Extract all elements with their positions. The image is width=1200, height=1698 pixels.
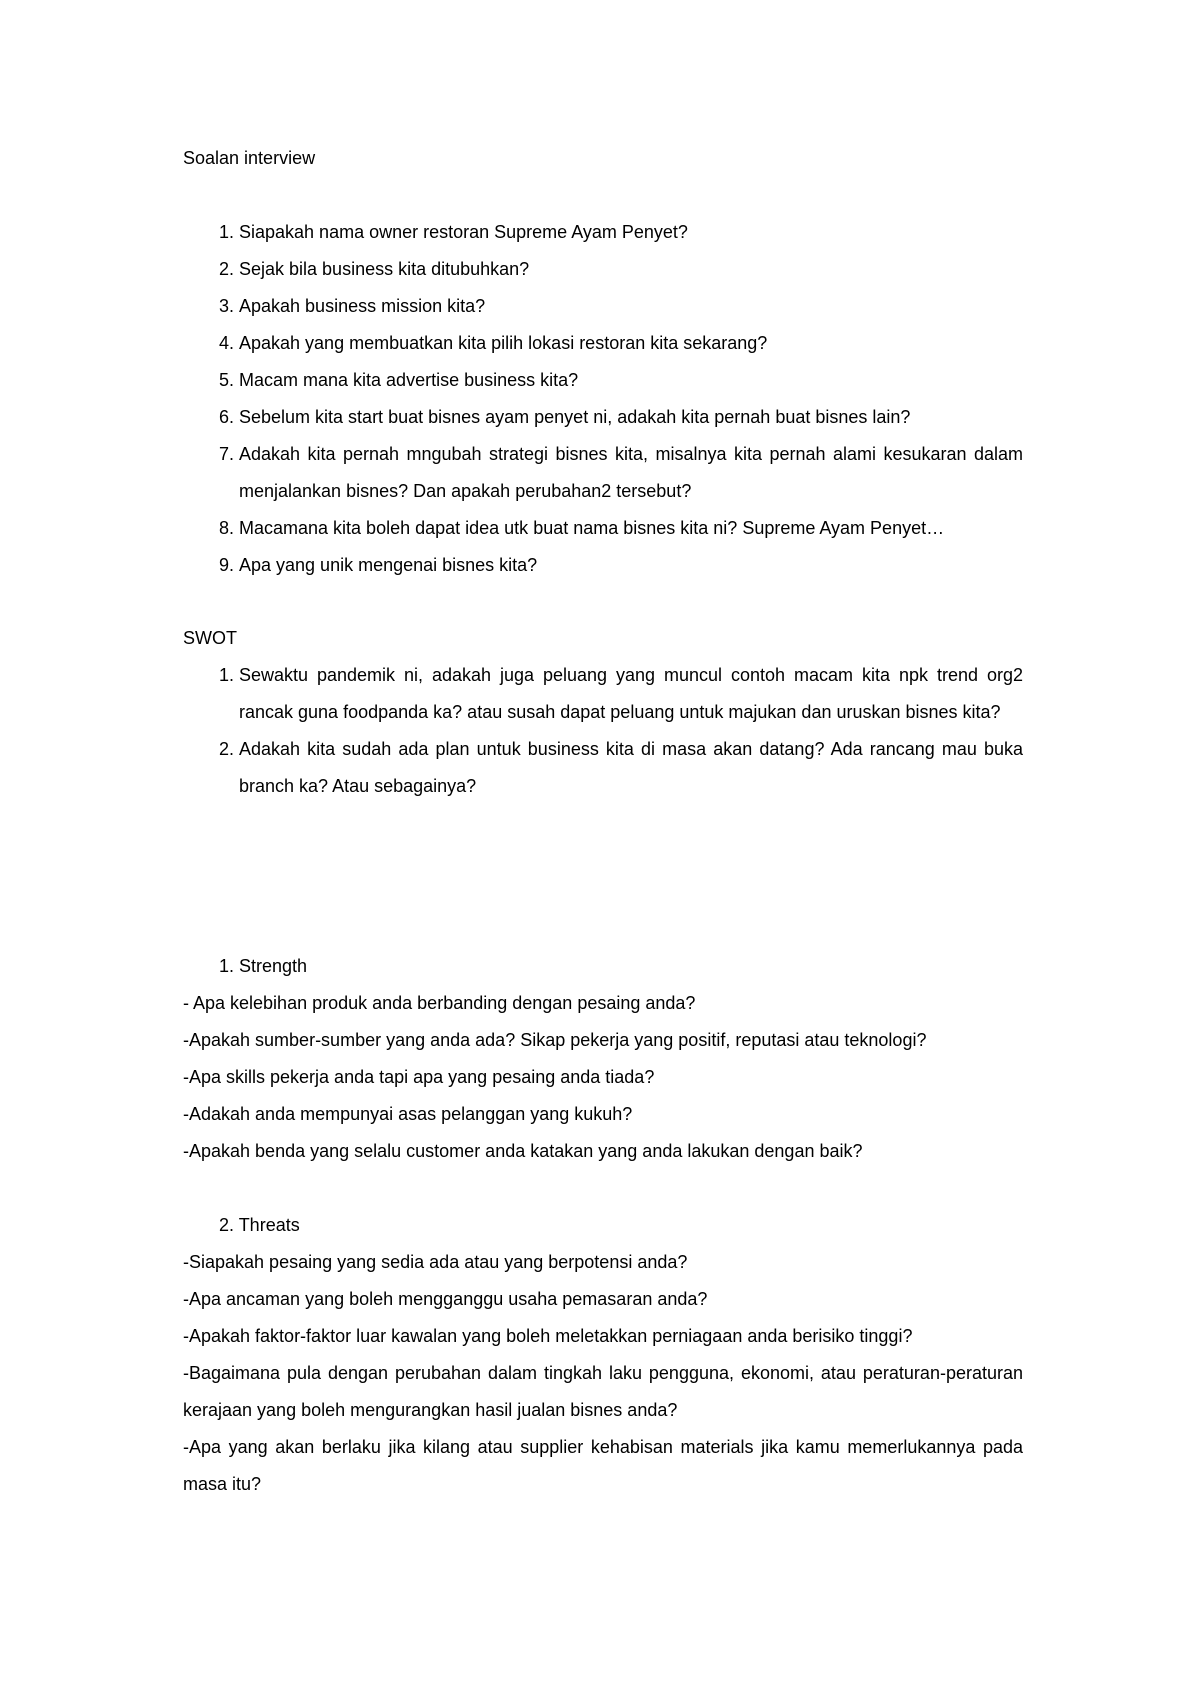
item-number: 6. <box>219 407 235 427</box>
list-item <box>183 510 1023 547</box>
list-item: -Apa yang akan berlaku jika kilang atau supplier kehabisan materials jika kamu memerlukannya pada masa itu? <box>183 1437 1023 1494</box>
list-item <box>183 325 1023 362</box>
list-item: -Apakah benda yang selalu customer anda katakan yang anda lakukan dengan baik? <box>183 1141 863 1161</box>
list-item: -Apakah sumber-sumber yang anda ada? Sikap pekerja yang positif, reputasi atau teknologi? <box>183 1030 927 1050</box>
item-number: 9. <box>219 555 235 575</box>
item-number: 1. <box>219 222 235 242</box>
item-text: Macam mana kita advertise business kita? <box>239 370 579 390</box>
swot-questions-list <box>183 657 1023 805</box>
list-item: -Adakah anda mempunyai asas pelanggan yang kukuh? <box>183 1104 633 1124</box>
item-text: Apakah yang membuatkan kita pilih lokasi restoran kita sekarang? <box>239 333 768 353</box>
item-text: Siapakah nama owner restoran Supreme Ayam Penyet? <box>239 222 688 242</box>
list-item: -Apakah faktor-faktor luar kawalan yang boleh meletakkan perniagaan anda berisiko tinggi? <box>183 1326 913 1346</box>
item-text: Sebelum kita start buat bisnes ayam penyet ni, adakah kita pernah buat bisnes lain? <box>239 407 911 427</box>
list-item <box>183 436 1023 510</box>
swot-heading: SWOT <box>183 628 237 648</box>
list-item <box>183 251 1023 288</box>
item-number: 2. <box>219 739 235 759</box>
list-item <box>183 214 1023 251</box>
list-item: -Apa skills pekerja anda tapi apa yang pesaing anda tiada? <box>183 1067 655 1087</box>
item-text: Macamana kita boleh dapat idea utk buat nama bisnes kita ni? Supreme Ayam Penyet… <box>239 518 945 538</box>
strength-heading: 1. Strength <box>219 956 308 976</box>
item-text: Sejak bila business kita ditubuhkan? <box>239 259 530 279</box>
interview-questions-list <box>183 214 1023 584</box>
item-text: Sewaktu pandemik ni, adakah juga peluang yang muncul contoh macam kita npk trend org2 rancak guna foodpanda ka? atau susah dapat peluang untuk majukan dan uruskan bisnes kita? <box>239 665 1023 722</box>
list-item <box>183 731 1023 805</box>
document-title: Soalan interview <box>183 148 316 168</box>
strength-items-list <box>183 985 1023 1170</box>
item-number: 3. <box>219 296 235 316</box>
list-item <box>183 399 1023 436</box>
item-text: Apakah business mission kita? <box>239 296 486 316</box>
item-number: 5. <box>219 370 235 390</box>
list-item: -Apa ancaman yang boleh mengganggu usaha pemasaran anda? <box>183 1289 708 1309</box>
list-item: -Siapakah pesaing yang sedia ada atau yang berpotensi anda? <box>183 1252 688 1272</box>
item-number: 1. <box>219 665 235 685</box>
item-number: 2. <box>219 259 235 279</box>
item-number: 8. <box>219 518 235 538</box>
item-text: Adakah kita sudah ada plan untuk business kita di masa akan datang? Ada rancang mau buka branch ka? Atau sebagainya? <box>239 739 1023 796</box>
list-item <box>183 657 1023 731</box>
threats-items-list <box>183 1244 1023 1503</box>
threats-heading: 2. Threats <box>219 1215 300 1235</box>
list-item <box>183 288 1023 325</box>
item-text: Apa yang unik mengenai bisnes kita? <box>239 555 538 575</box>
list-item <box>183 362 1023 399</box>
list-item: -Bagaimana pula dengan perubahan dalam tingkah laku pengguna, ekonomi, atau peraturan-peraturan kerajaan yang boleh mengurangkan hasil jualan bisnes anda? <box>183 1363 1023 1420</box>
item-number: 4. <box>219 333 235 353</box>
item-number: 7. <box>219 444 235 464</box>
list-item: - Apa kelebihan produk anda berbanding dengan pesaing anda? <box>183 993 696 1013</box>
list-item <box>183 547 1023 584</box>
item-text: Adakah kita pernah mngubah strategi bisnes kita, misalnya kita pernah alami kesukaran dalam menjalankan bisnes? Dan apakah perubahan2 tersebut? <box>239 444 1023 501</box>
